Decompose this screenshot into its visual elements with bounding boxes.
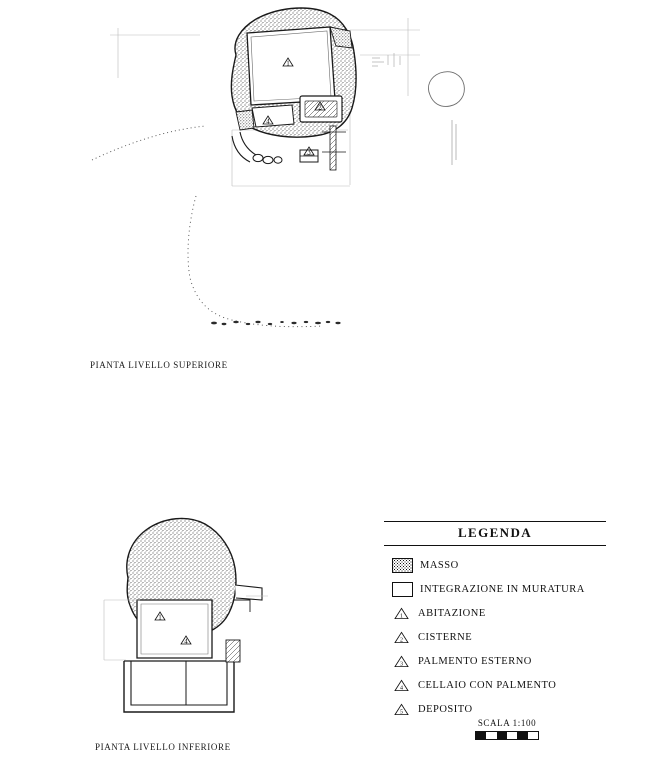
svg-text:3: 3 — [399, 660, 404, 667]
hatched-wall-block-lower — [226, 640, 240, 662]
east-wall-return — [233, 600, 250, 612]
legend-label-cisterne: CISTERNE — [418, 631, 473, 643]
caption-upper-plan: PIANTA LIVELLO SUPERIORE — [90, 360, 228, 370]
svg-text:5: 5 — [399, 708, 404, 715]
legend-label-abitazione: ABITAZIONE — [418, 607, 486, 619]
triangle-5-icon — [394, 703, 409, 716]
triangle-3-icon — [394, 655, 409, 668]
svg-text:4: 4 — [266, 117, 270, 126]
legend-label-masso: MASSO — [420, 559, 459, 571]
legend-label-cellaio-con-palmento: CELLAIO CON PALMENTO — [418, 679, 557, 691]
detached-rock-outline — [428, 72, 464, 107]
legend-label-muratura: INTEGRAZIONE IN MURATURA — [420, 583, 585, 595]
lower-plan-geometry — [104, 518, 268, 712]
legend-item-cellaio-con-palmento — [392, 673, 606, 697]
terrain-contour-dotted — [188, 196, 322, 327]
legend-item-cisterne — [392, 625, 606, 649]
caption-lower-plan: PIANTA LIVELLO INFERIORE — [95, 742, 231, 752]
entrance-path-edge-a — [240, 132, 256, 155]
legend-title: LEGENDA — [457, 525, 533, 540]
scale-label: SCALA 1:100 — [477, 718, 537, 728]
scale-block — [462, 718, 552, 740]
chamber-cellaio-lower — [137, 600, 212, 658]
margin-tick-marks — [452, 120, 456, 165]
triangle-1-icon — [394, 607, 409, 620]
legend-panel — [384, 521, 606, 721]
svg-text:2: 2 — [399, 636, 404, 643]
east-opening-lower — [235, 585, 262, 600]
masso-swatch-icon — [392, 558, 413, 573]
survey-boundary-dashed — [92, 126, 205, 160]
legend-item-masso — [392, 553, 606, 577]
svg-text:1: 1 — [286, 59, 290, 68]
svg-text:2: 2 — [318, 103, 322, 112]
masonry-inner-lower — [131, 661, 227, 705]
step-stones — [253, 154, 282, 163]
entrance-path-edge-b — [232, 136, 250, 162]
svg-text:1: 1 — [399, 612, 404, 619]
triangle-4-icon — [394, 679, 409, 692]
svg-text:1: 1 — [158, 613, 162, 622]
legend-item-list — [384, 546, 606, 721]
upper-plan-geometry — [92, 8, 464, 327]
legend-label-palmento-esterno: PALMENTO ESTERNO — [418, 655, 532, 667]
scale-bar-graphic — [475, 731, 539, 740]
legend-item-muratura — [392, 577, 606, 601]
masonry-perimeter-lower — [124, 661, 234, 712]
legend-item-palmento-esterno — [392, 649, 606, 673]
masonry-patch-left — [236, 110, 254, 130]
muratura-swatch-icon — [392, 582, 413, 597]
svg-text:4: 4 — [184, 637, 188, 646]
triangle-2-icon — [394, 631, 409, 644]
svg-text:4: 4 — [399, 684, 404, 691]
rock-scatter-symbols — [211, 321, 341, 325]
legend-item-abitazione — [392, 601, 606, 625]
legend-label-deposito: DEPOSITO — [418, 703, 473, 715]
svg-text:3: 3 — [307, 148, 311, 157]
